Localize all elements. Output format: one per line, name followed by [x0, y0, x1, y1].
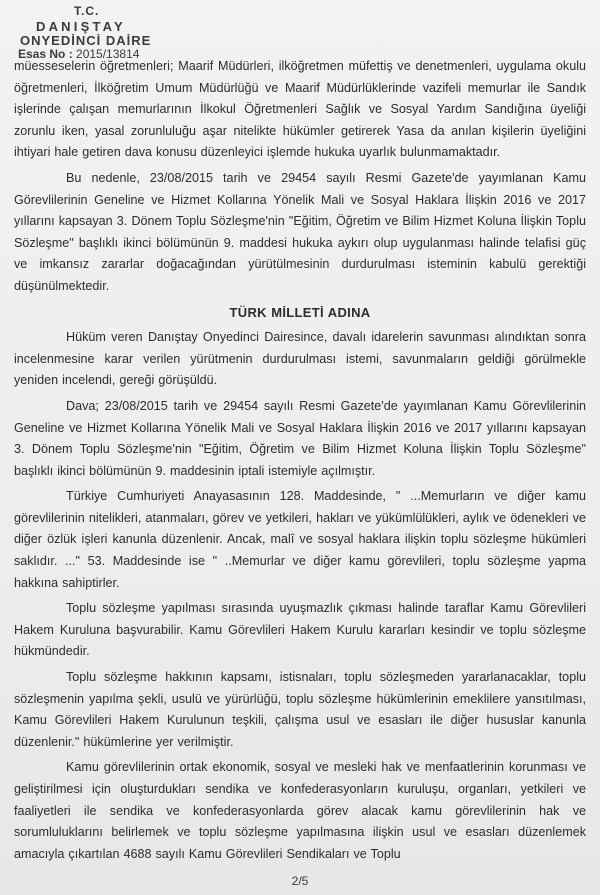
header-court-name: DANIŞTAY [36, 19, 126, 34]
paragraph: Bu nedenle, 23/08/2015 tarih ve 29454 sayılı Resmi Gazete'de yayımlanan Kamu Görevlilerinin Geneline ve Hizmet Kollarına Yönelik Mali ve Sosyal Haklara İlişkin 2016 ve 2017 yıllarını kapsayan 3. Dönem Toplu Sözleşme'nin "Eğitim, Öğretim ve Bilim Hizmet Koluna İlişkin Toplu Sözleşme" başlıklı ikinci bölümünün 9. maddesi hukuka aykırı olup uygulanması halinde telafisi güç ve imkansız zararlar doğacağından yürütülmesinin durdurulması isteminin kabulü gerektiği düşünülmektedir. [14, 170, 586, 293]
paragraph: Dava; 23/08/2015 tarih ve 29454 sayılı Resmi Gazete'de yayımlanan Kamu Görevlilerinin Geneline ve Hizmet Kollarına Yönelik Mali ve Sosyal Haklara İlişkin 2016 ve 2017 yıllarını kapsayan 3. Dönem Toplu Sözleşme'nin "Eğitim, Öğretim ve Bilim Hizmet Koluna İlişkin Toplu Sözleşme" başlıklı ikinci bölümünün 9. maddesinin iptali istemiyle açılmıştır. [14, 398, 586, 478]
case-number-value: 2015/13814 [76, 47, 140, 61]
paragraph: Toplu sözleşme yapılması sırasında uyuşmazlık çıkması halinde taraflar Kamu Görevlileri Hakem Kuruluna başvurabilir. Kamu Görevlileri Hakem Kurulu kararları kesindir ve toplu sözleşme hükmündedir. [14, 601, 586, 659]
paragraph: Türkiye Cumhuriyeti Anayasasının 128. Maddesinde, " ...Memurların ve diğer kamu görevlilerinin nitelikleri, atanmaları, görev ve yetkileri, hakları ve yükümlülükleri, aylık ve ödenekleri ve diğer özlük işleri kanunla düzenlenir. Ancak, malî ve sosyal haklara ilişkin toplu sözleşme hükümleri saklıdır. ..." 53. Maddesinde ise " ..Memurlar ve diğer kamu görevlileri, toplu sözleşme yapma hakkına sahiptirler. [14, 489, 586, 590]
paragraph: müesseselerin öğretmenleri; Maarif Müdürleri, ilköğretmen müfettiş ve denetmenleri, uygulama okulu öğretmenleri, İlköğretim Umum Müdürlüğü ve Maarif Müdürlüklerinde vazifeli memurlar ile Sandık işlerinde çalışan memurlarının İlkokul Öğretmenleri Sağlık ve Sosyal Yardım Sandığına üyeliği zorunlu iken, yasal zorunluluğu aşar nitelikte hükümler getirerek Yasa da anılan kişilerin üyeliğini ihtiyari hale getiren dava konusu düzenleyici işlemde hukuka uyarlık bulunmamaktadır. [14, 59, 586, 160]
paragraph: Hüküm veren Danıştay Onyedinci Dairesince, davalı idarelerin savunması alındıktan sonra incelenmesine karar verilen yürütmenin durdurulması istemi, savunmaların geldiği görülmekle yeniden incelendi, gereği görüşüldü. [14, 330, 586, 388]
section-title: TÜRK MİLLETİ ADINA [229, 304, 371, 320]
page-number: 2/5 [291, 874, 309, 888]
header-chamber: ONYEDİNCİ DAİRE [20, 33, 152, 48]
case-number-label: Esas No : [18, 47, 73, 61]
paragraph: Kamu görevlilerinin ortak ekonomik, sosyal ve mesleki hak ve menfaatlerinin korunması ve geliştirilmesi için oluşturdukları sendika ve konfederasyonların kuruluşu, organları, yetkileri ve faaliyetleri ile sendika ve konfederasyonlarda görev alacak kamu görevlilerinin hak ve sorumluluklarını belirlemek ve toplu sözleşme yapılmasına ilişkin usul ve esasları düzenlemek amacıyla çıkartılan 4688 sayılı Kamu Görevlileri Sendikaları ve Toplu [14, 760, 586, 861]
header-tc: T.C. [74, 4, 100, 18]
document-body [14, 56, 586, 869]
paragraph: Toplu sözleşme hakkının kapsamı, istisnaları, toplu sözleşmeden yararlanacaklar, toplu sözleşmenin yapılma şekli, usulü ve yürürlüğü, toplu sözleşme hükümlerinin emeklilere yansıtılması, Kamu Görevlileri Hakem Kurulunun teşkili, çalışma usul ve esasları ile diğer hususlar kanunla düzenlenir." hükümlerine yer verilmiştir. [14, 670, 586, 749]
